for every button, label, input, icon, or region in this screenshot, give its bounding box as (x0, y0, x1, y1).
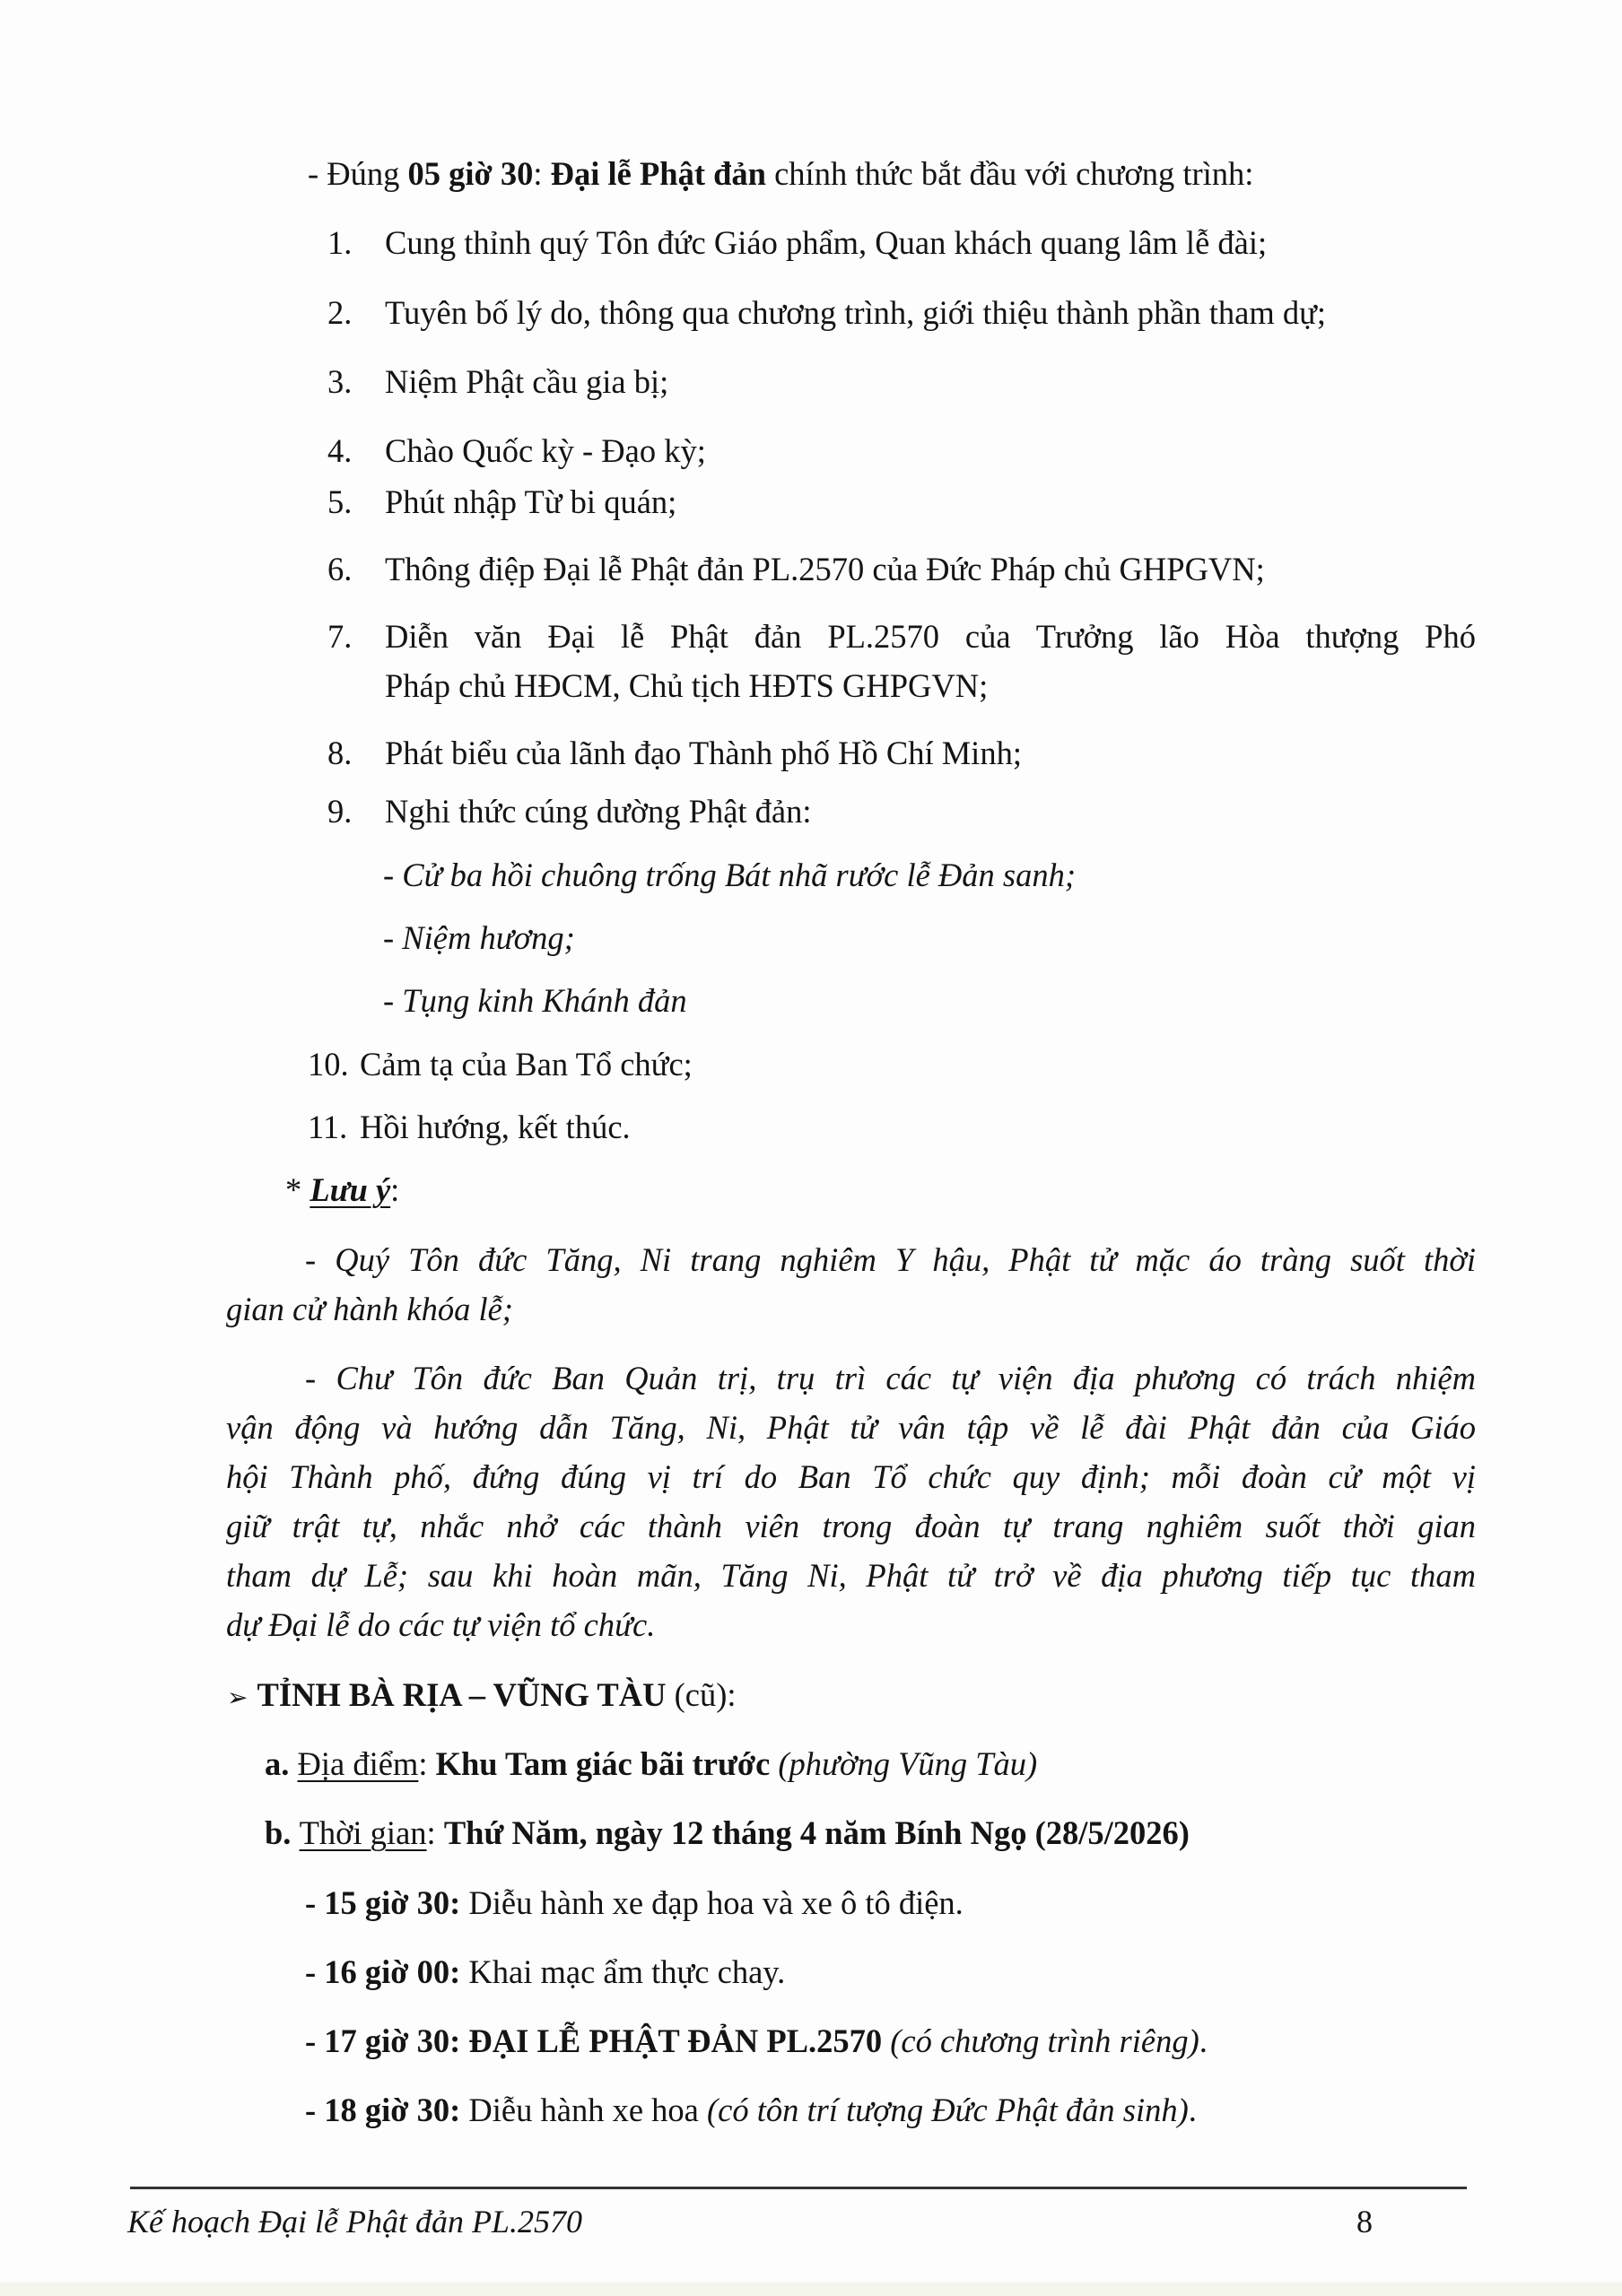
item-text-line1: Diễn văn Đại lễ Phật đản PL.2570 của Trưởng lão Hòa thượng Phó (385, 618, 1476, 655)
intro-dash: - (308, 155, 327, 192)
location-line (265, 1744, 1037, 1784)
location-prefix: a. (265, 1745, 298, 1782)
item-text: Hồi hướng, kết thúc. (360, 1109, 631, 1145)
item-text: Niệm Phật cầu gia bị; (385, 363, 669, 400)
schedule-item (305, 1952, 785, 1992)
schedule-note: (có tôn trí tượng Đức Phật đản sinh) (698, 2092, 1189, 2128)
note-para2-line: vận động và hướng dẫn Tăng, Ni, Phật tử vân tập về lễ đài Phật đản của Giáo (226, 1409, 1476, 1446)
program-item (327, 734, 1022, 773)
program-item (327, 792, 812, 831)
section-suffix: (cũ): (666, 1676, 737, 1713)
note-para2-line: dự Đại lễ do các tự viện tổ chức. (226, 1606, 656, 1643)
item-text: Phát biểu của lãnh đạo Thành phố Hồ Chí Minh; (385, 735, 1022, 771)
item-number: 5. (327, 483, 353, 520)
intro-line (308, 154, 1253, 194)
program-item (308, 1045, 693, 1084)
program-item (308, 1108, 631, 1147)
intro-time: 05 giờ 30 (407, 155, 534, 192)
item-text: Cung thỉnh quý Tôn đức Giáo phẩm, Quan khách quang lâm lễ đài; (385, 224, 1268, 261)
program-item (327, 223, 1267, 263)
intro-pre: Đúng (327, 155, 408, 192)
item-text: Phút nhập Từ bi quán; (385, 483, 677, 520)
time-prefix: b. (265, 1814, 300, 1851)
page-number: 8 (1356, 2204, 1373, 2239)
time-line (265, 1813, 1190, 1853)
schedule-item (305, 2022, 1208, 2061)
section-title: TỈNH BÀ RỊA – VŨNG TÀU (257, 1676, 667, 1713)
note-para2-line: hội Thành phố, đứng đúng vị trí do Ban Tổ chức quy định; mỗi đoàn cử một vị (226, 1458, 1476, 1495)
time-detail: (28/5/2026) (1026, 1814, 1190, 1851)
footer-title: Kế hoạch Đại lễ Phật đản PL.2570 (127, 2204, 582, 2239)
item-text: Thông điệp Đại lễ Phật đản PL.2570 của Đức Pháp chủ GHPGVN; (385, 551, 1265, 587)
time-value: Thứ Năm, ngày 12 tháng 4 năm Bính Ngọ (443, 1814, 1027, 1851)
arrow-bullet-icon: ➢ (227, 1683, 249, 1712)
ceremony-subitem: - Tụng kinh Khánh đản (383, 982, 687, 1019)
location-value: Khu Tam giác bãi trước (435, 1745, 771, 1782)
note-para1-line: - Quý Tôn đức Tăng, Ni trang nghiêm Y hậu, Phật tử mặc áo tràng suốt thời (305, 1241, 1476, 1278)
schedule-text: Khai mạc ẩm thực chay. (460, 1953, 786, 1990)
note-colon: : (390, 1171, 400, 1208)
item-number: 11. (308, 1109, 348, 1145)
schedule-item (305, 2091, 1197, 2130)
time-colon: : (426, 1814, 444, 1851)
location-detail: (phường Vũng Tàu) (770, 1745, 1038, 1782)
note-para1-line: gian cử hành khóa lễ; (226, 1291, 513, 1327)
scan-edge (0, 2283, 1622, 2296)
footer-divider (130, 2187, 1467, 2189)
item-text-line2: Pháp chủ HĐCM, Chủ tịch HĐTS GHPGVN; (385, 667, 989, 704)
schedule-time: - 16 giờ 00: (305, 1953, 461, 1990)
schedule-bold-text: ĐẠI LỄ PHẬT ĐẢN PL.2570 (460, 2022, 883, 2059)
intro-rest: chính thức bắt đầu với chương trình: (765, 155, 1254, 192)
program-item (327, 617, 1476, 657)
item-text: Cảm tạ của Ban Tổ chức; (360, 1046, 693, 1083)
item-text: Nghi thức cúng dường Phật đản: (385, 793, 812, 830)
schedule-text: Diễu hành xe đạp hoa và xe ô tô điện. (460, 1884, 964, 1921)
item-number: 8. (327, 735, 353, 771)
location-label: Địa điểm (297, 1745, 419, 1782)
item-number: 4. (327, 432, 353, 469)
program-item (327, 483, 676, 522)
item-number: 2. (327, 294, 353, 331)
item-text: Tuyên bố lý do, thông qua chương trình, giới thiệu thành phần tham dự; (385, 294, 1327, 331)
program-item-continuation (385, 666, 988, 706)
program-item (327, 362, 668, 402)
schedule-end: . (1188, 2092, 1197, 2128)
schedule-time: - 15 giờ 30: (305, 1884, 461, 1921)
note-heading (285, 1170, 399, 1210)
note-label: Lưu ý (310, 1171, 391, 1208)
item-number: 7. (327, 618, 353, 655)
ceremony-subitem: - Cử ba hồi chuông trống Bát nhã rước lễ Đản sanh; (383, 857, 1077, 893)
intro-colon: : (533, 155, 551, 192)
item-number: 10. (308, 1046, 349, 1083)
item-text: Chào Quốc kỳ - Đạo kỳ; (385, 432, 706, 469)
schedule-end: . (1199, 2022, 1208, 2059)
section-heading (227, 1675, 737, 1718)
note-para2-line: tham dự Lễ; sau khi hoàn mãn, Tăng Ni, Phật tử trở về địa phương tiếp tục tham (226, 1557, 1476, 1594)
item-number: 3. (327, 363, 353, 400)
note-para2-line: - Chư Tôn đức Ban Quản trị, trụ trì các tự viện địa phương có trách nhiệm (305, 1360, 1476, 1396)
schedule-time: - 17 giờ 30: (305, 2022, 461, 2059)
item-number: 9. (327, 793, 353, 830)
location-colon: : (418, 1745, 436, 1782)
program-item (327, 293, 1326, 333)
schedule-time: - 18 giờ 30: (305, 2092, 461, 2128)
note-para2-line: giữ trật tự, nhắc nhở các thành viên trong đoàn tự trang nghiêm suốt thời gian (226, 1508, 1476, 1544)
intro-event: Đại lễ Phật đản (550, 155, 766, 192)
schedule-item (305, 1883, 964, 1923)
schedule-text: Diễu hành xe hoa (460, 2092, 699, 2128)
note-star: * (285, 1171, 310, 1208)
time-label: Thời gian (299, 1814, 427, 1851)
ceremony-subitem: - Niệm hương; (383, 919, 575, 956)
program-item (327, 431, 706, 471)
program-item (327, 550, 1265, 589)
item-number: 6. (327, 551, 353, 587)
item-number: 1. (327, 224, 353, 261)
schedule-note: (có chương trình riêng) (882, 2022, 1199, 2059)
